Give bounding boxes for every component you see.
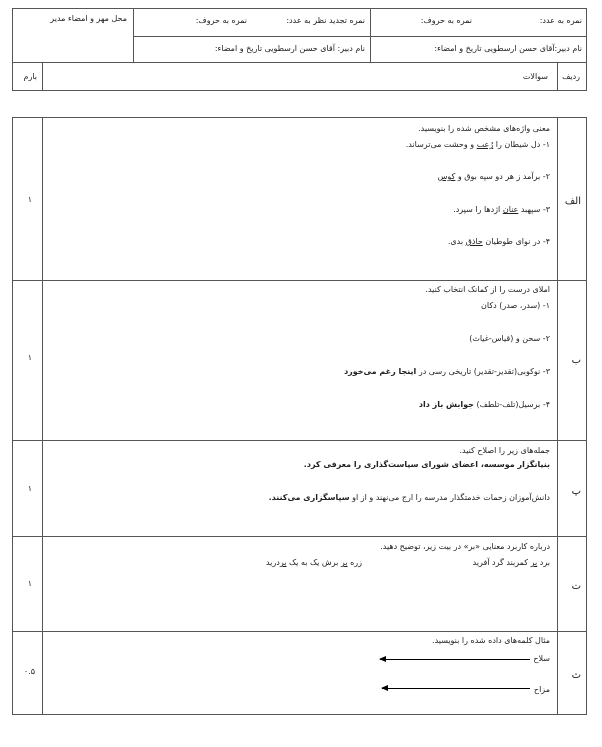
col-row-header: ردیف (562, 72, 580, 81)
col-questions-header: سوالات (522, 72, 548, 81)
q2-item-2: ۲- سحن و (قیاس-غیاث) (469, 334, 550, 343)
q1-item-2: ۲- برآمد ز هر دو سپه بوق و کوس (437, 172, 550, 181)
q2-prompt: املای درست را از کمانک انتخاب کنید. (425, 285, 550, 294)
revised-numeric-label: نمره تجدید نظر به عدد: (286, 16, 365, 25)
q1-item-1: ۱- دل شیطان را رُعب و وحشت می‌ترساند. (405, 140, 550, 149)
q5-word-1: سلاح (533, 654, 550, 663)
q2-item-3: ۳- نوکوبی(تقدیر-تقدیر) تاریخی رسی در اینجا رغم می‌خورد (344, 367, 550, 376)
q5-word-2: مزاح (533, 685, 550, 694)
q3-prompt: جمله‌های زیر را اصلاح کنید. (459, 446, 550, 455)
score-words-label: نمره به حروف: (420, 16, 472, 25)
q3-sentence-1: بنیانگزار موسسه، اعضای شورای سیاست‌گذاری را معرفی کرد. (303, 460, 550, 469)
col-score-header: بارم (23, 72, 37, 81)
q5-arrow-1 (380, 659, 530, 660)
q2-score: ۱ (27, 353, 32, 362)
revised-words-label: نمره به حروف: (195, 16, 247, 25)
q2-item-4: ۴- برسیل(تلف-تلطف) جوابش باز داد (418, 400, 550, 409)
q1-prompt: معنی واژه‌های مشخص شده را بنویسید. (418, 124, 550, 133)
q4-verse-left: زره بر برش یک به یک بردرید (265, 558, 362, 567)
score-numeric-label: نمره به عدد: (539, 16, 582, 25)
q2-item-1: ۱- (سدر، صدر) دکان (481, 301, 550, 310)
q2-id: ب (571, 355, 581, 366)
q1-id: الف (564, 196, 581, 207)
q5-id: ث (571, 670, 581, 681)
reviewer-signature-label: نام دبیر: آقای حسن ارسطویی تاریخ و امضاء: (214, 44, 365, 53)
q3-score: ۱ (27, 484, 32, 493)
q5-arrow-2 (382, 688, 530, 689)
q3-id: پ (571, 486, 581, 497)
q1-score: ۱ (27, 195, 32, 204)
q4-verse-right: برد بر کمربند گرد آفرید (472, 558, 550, 567)
q5-prompt: مثال کلمه‌های داده شده را بنویسید. (432, 636, 550, 645)
q3-sentence-2: دانش‌آموزان زحمات خدمتگذار مدرسه را ارج می‌نهند و از او سپاسگزاری می‌کنند. (268, 493, 550, 502)
q4-id: ت (571, 581, 581, 592)
q4-prompt: درباره کاربرد معنایی «بر» در بیت زیر، توضیح دهید. (380, 542, 550, 551)
teacher-signature-label: نام دبیر:آقای حسن ارسطویی تاریخ و امضاء: (434, 44, 582, 53)
q5-score: ۰.۵ (23, 667, 35, 676)
q1-item-3: ۳- سپهبد عنان اژدها را سپرد. (453, 205, 550, 214)
q1-item-4: ۴- در نوای طوطیان حاذق بدی. (447, 237, 550, 246)
school-seal-label: محل مهر و امضاء مدیر (50, 14, 127, 23)
q4-score: ۱ (27, 579, 32, 588)
